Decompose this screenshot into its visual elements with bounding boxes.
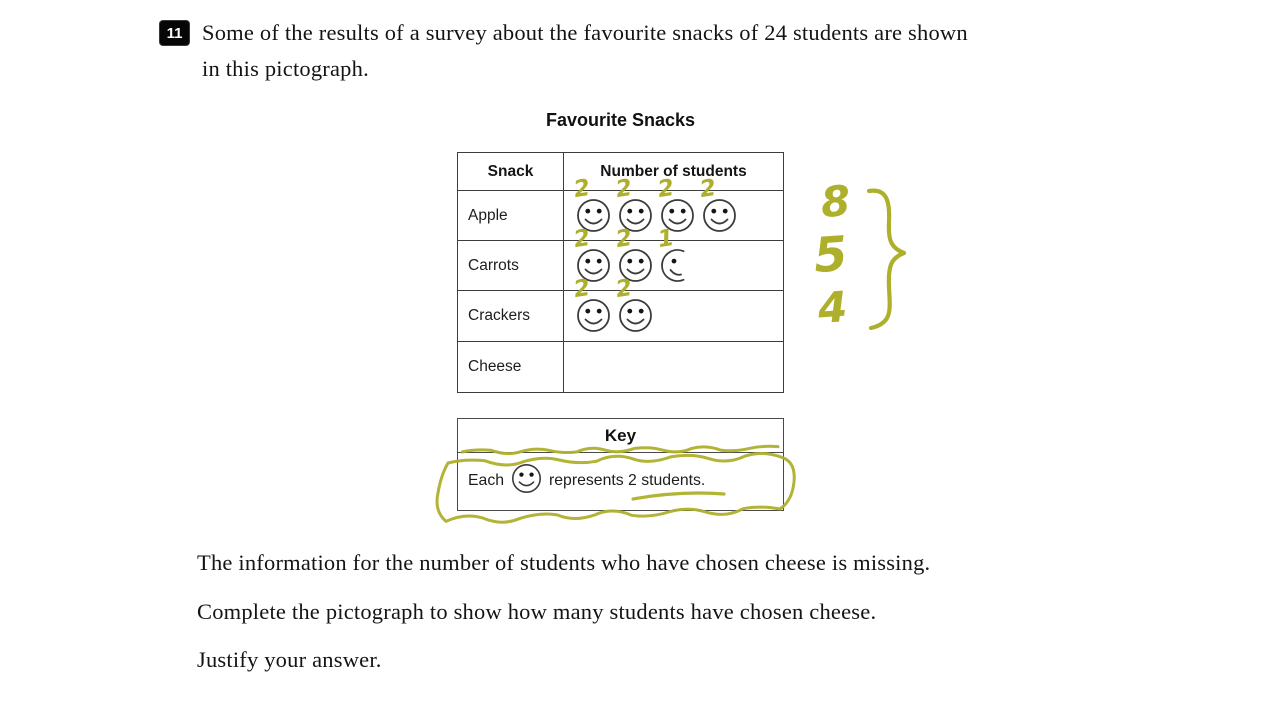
smiley-face-icon [702,198,737,233]
smiley-face-icon [576,298,611,333]
row-icons [564,225,783,290]
handwritten-row-total: 5 [812,225,850,285]
half-smiley-face-icon [660,248,695,283]
icon-unit [571,275,611,333]
smiley-face-icon [618,298,653,333]
handwritten-row-total: 4 [816,282,849,333]
key-text-after-icon: represents 2 students. [549,472,706,489]
question-text-line-1: Some of the results of a survey about the favourite snacks of 24 students are shown [202,20,968,45]
handwritten-count-annotation: 1 [655,225,676,254]
key-box [457,418,784,511]
row-icons [564,275,783,340]
row-label: Apple [458,191,564,240]
table-row [458,275,783,341]
footer-text-line-1: The information for the number of students who have chosen cheese is missing. [197,550,931,575]
key-title: Key [458,419,783,453]
column-header-snack: Snack [458,153,564,190]
row-label: Cheese [458,342,564,392]
key-text-before-icon: Each [468,472,505,489]
footer-text-line-2: Complete the pictograph to show how many students have chosen cheese. [197,599,877,624]
pictograph-title: Favourite Snacks [545,110,696,130]
pictograph-rows [458,175,783,392]
icon-unit [655,225,695,283]
handwritten-count-annotation: 2 [571,275,592,304]
handwritten-count-annotation: 2 [655,175,676,204]
pictograph-table [457,152,784,393]
row-label: Carrots [458,241,564,290]
key-content [458,453,783,509]
handwritten-count-annotation: 2 [613,225,634,254]
handwritten-row-total: 8 [819,176,852,227]
icon-unit [697,175,737,233]
row-label: Crackers [458,291,564,340]
handwritten-count-annotation: 2 [571,225,592,254]
handwritten-count-annotation: 2 [571,175,592,204]
footer-text-line-3: Justify your answer. [197,647,382,672]
column-header-number-of-students: Number of students [600,162,747,180]
question-number-badge: 11 [160,21,189,45]
table-row [458,342,783,392]
question-text-line-2: in this pictograph. [202,56,369,81]
icon-unit [613,275,653,333]
handwritten-count-annotation: 2 [613,275,634,304]
key-smiley-face-icon [511,463,542,499]
row-icons [564,342,783,392]
curly-brace-annotation [860,184,912,334]
row-icons [564,175,783,240]
handwritten-count-annotation: 2 [697,175,718,204]
smiley-face-icon [511,463,542,494]
handwritten-count-annotation: 2 [613,175,634,204]
